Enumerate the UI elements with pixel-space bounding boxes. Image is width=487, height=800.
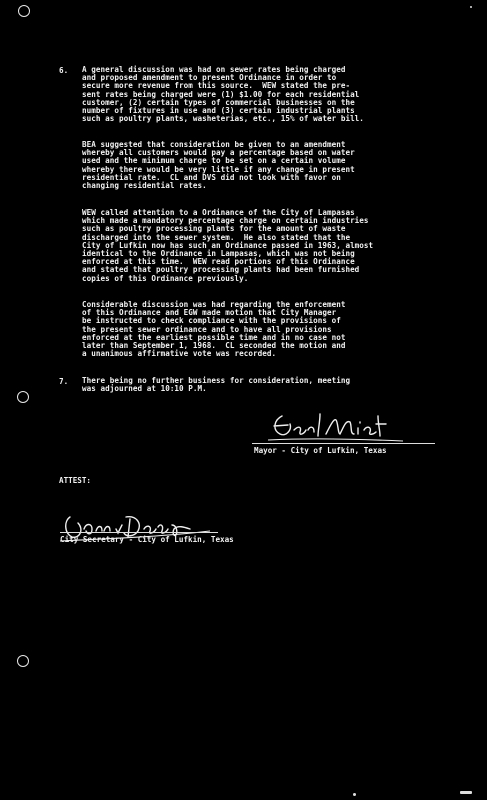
attest-label: ATTEST:: [59, 476, 92, 485]
item-6-paragraph-1: A general discussion was had on sewer rates being charged and proposed amendment to present Ordinance in order to secure more revenue from this source. WEW stated the pre- sent rates being charged were (1) $1.00 for each residential customer, (2) certain types of commercial businesses on the number of fixtures in use and (3) certain industrial plants such as poultry plants, washeterias, etc., 15% of water bill.: [82, 65, 364, 124]
item-number: 6.: [59, 66, 69, 75]
mayor-signature-line: [252, 443, 435, 444]
item-number: 7.: [59, 377, 69, 386]
mayor-caption: Mayor - City of Lufkin, Texas: [254, 446, 387, 455]
mayor-signature: [268, 408, 408, 444]
item-6-paragraph-4: Considerable discussion was had regarding the enforcement of this Ordinance and EGW made motion that City Manager be instructed to check compliance with the provisions of the present sewer ordinance and to have all provisions enforced at the earliest possible time and in no case not later than September 1, 1968. CL seconded the motion and a unanimous affirmative vote was recorded.: [82, 300, 346, 359]
punch-hole-middle: [17, 391, 29, 403]
scan-speck: [470, 6, 472, 8]
item-6-paragraph-3: WEW called attention to a Ordinance of the City of Lampasas which made a mandatory percentage charge on certain industries such as poultry processing plants for the amount of waste discharged into the sewer system. He also stated that the City of Lufkin now has such an Ordinance passed in 1963, almost identical to the Ordinance in Lampasas, which was not being enforced at this time. WEW read portions of this Ordinance and stated that poultry processing plants had been furnished copies of this Ordinance previously.: [82, 208, 374, 283]
secretary-caption: City Secretary - City of Lufkin, Texas: [60, 535, 234, 544]
secretary-signature-line: [60, 532, 218, 533]
item-7-paragraph-1: There being no further business for consideration, meeting was adjourned at 10:10 P.M.: [82, 376, 351, 394]
punch-hole-bottom: [17, 655, 29, 667]
item-6-paragraph-2: BEA suggested that consideration be given to an amendment whereby all customers would pay a percentage based on water used and the minimum charge to be set on a certain volume whereby there would be very little if any change in present residential rate. CL and DVS did not look with favor on changing residential rates.: [82, 140, 355, 191]
scan-speck: [460, 791, 472, 794]
scan-speck: [353, 793, 356, 796]
punch-hole-top: [18, 5, 30, 17]
